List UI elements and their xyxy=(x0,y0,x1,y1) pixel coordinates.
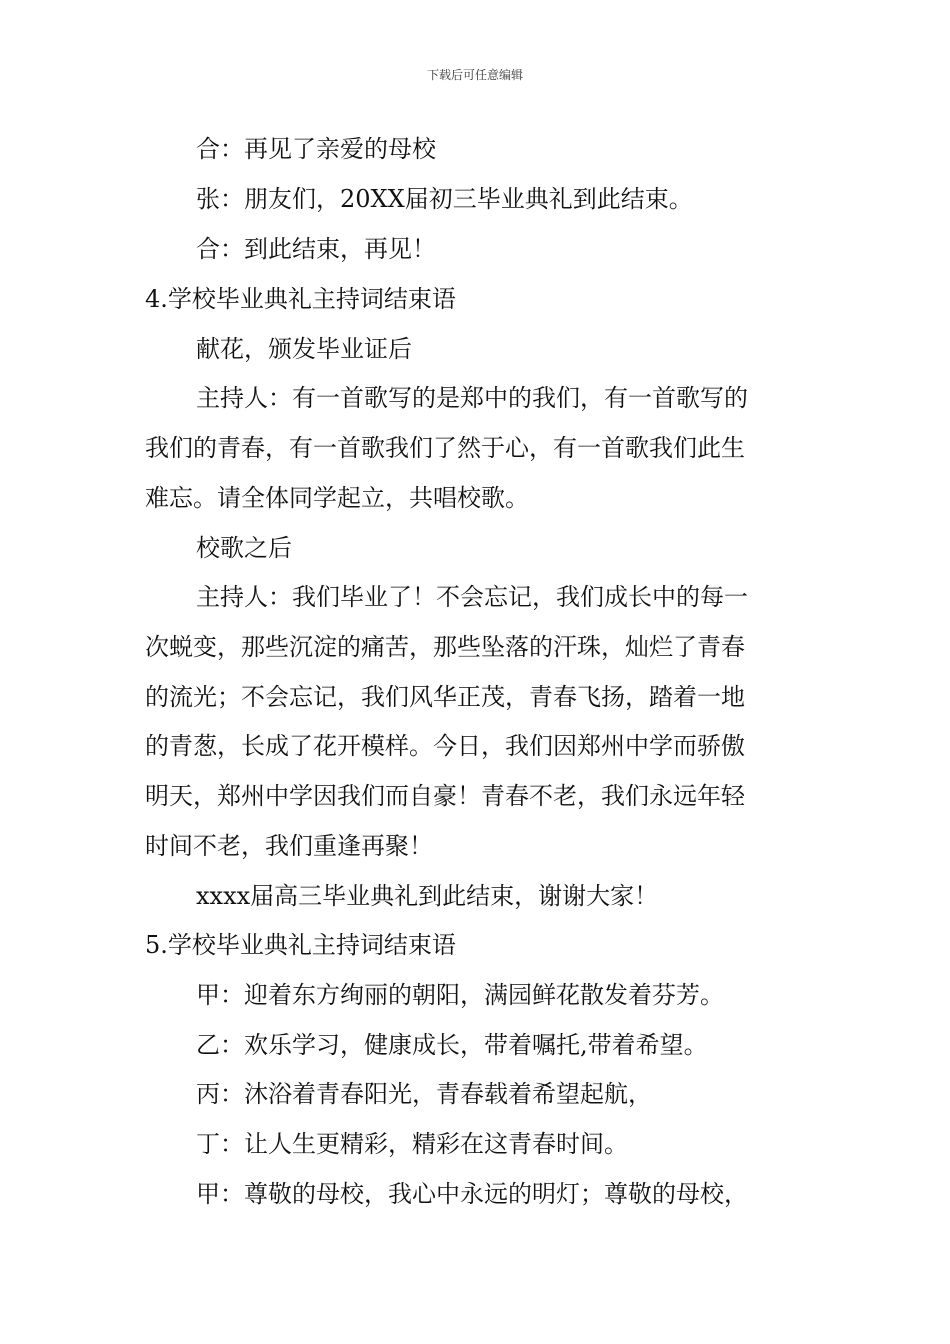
section-heading: 5.学校毕业典礼主持词结束语 xyxy=(145,931,456,959)
text-line: 张：朋友们，20XX届初三毕业典礼到此结束。 xyxy=(196,185,693,213)
text-line: 次蜕变，那些沉淀的痛苦，那些坠落的汗珠，灿烂了青春 xyxy=(145,633,745,661)
text-line: 的青葱，长成了花开模样。今日，我们因郑州中学而骄傲 xyxy=(145,732,745,760)
page-header: 下载后可任意编辑 xyxy=(426,68,523,82)
text-line: 时间不老，我们重逢再聚！ xyxy=(145,832,433,860)
text-line: xxxx届高三毕业典礼到此结束，谢谢大家！ xyxy=(196,882,659,910)
text-line: 甲：尊敬的母校，我心中永远的明灯；尊敬的母校， xyxy=(196,1180,748,1208)
text-line: 我们的青春，有一首歌我们了然于心，有一首歌我们此生 xyxy=(145,434,745,462)
text-line: 的流光；不会忘记，我们风华正茂，青春飞扬，踏着一地 xyxy=(145,683,745,711)
text-line: 甲：迎着东方绚丽的朝阳，满园鲜花散发着芬芳。 xyxy=(196,981,724,1009)
text-line: 乙：欢乐学习，健康成长，带着嘱托,带着希望。 xyxy=(196,1031,708,1059)
text-line: 合：到此结束，再见！ xyxy=(196,235,436,263)
text-line: 主持人：我们毕业了！不会忘记，我们成长中的每一 xyxy=(196,583,748,611)
section-heading: 4.学校毕业典礼主持词结束语 xyxy=(145,285,456,313)
text-line: 明天，郑州中学因我们而自豪！青春不老，我们永远年轻 xyxy=(145,782,745,810)
text-line: 献花，颁发毕业证后 xyxy=(196,335,412,363)
text-line: 校歌之后 xyxy=(196,534,292,562)
text-line: 难忘。请全体同学起立，共唱校歌。 xyxy=(145,484,529,512)
text-line: 主持人：有一首歌写的是郑中的我们，有一首歌写的 xyxy=(196,384,748,412)
text-line: 合：再见了亲爱的母校 xyxy=(196,135,436,163)
text-line: 丁：让人生更精彩，精彩在这青春时间。 xyxy=(196,1130,628,1158)
text-line: 丙：沐浴着青春阳光，青春载着希望起航， xyxy=(196,1080,652,1108)
